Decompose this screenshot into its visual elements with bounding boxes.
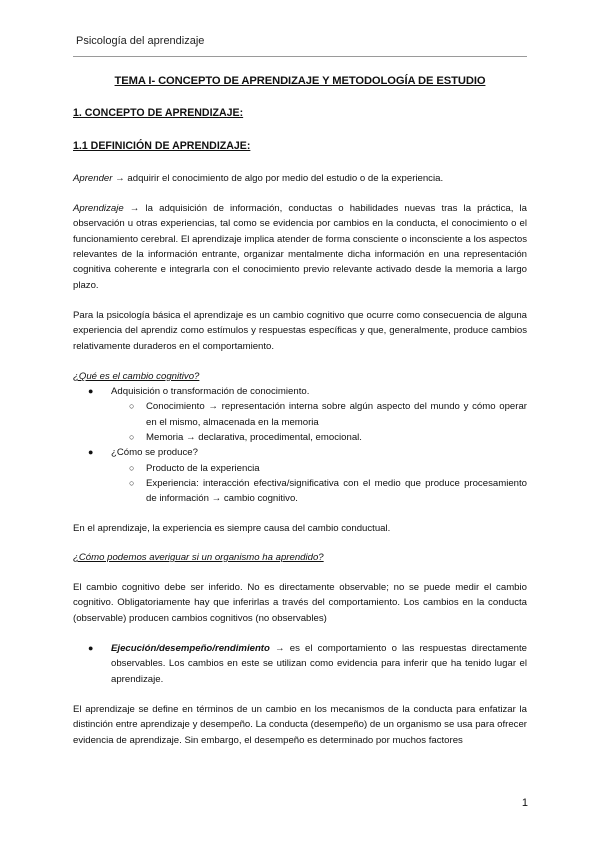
paragraph-aprendizaje [73,201,527,293]
paragraph-experiencia-causa: En el aprendizaje, la experiencia es siempre causa del cambio conductual. [73,522,391,534]
paragraph-psicologia-basica: Para la psicología básica el aprendizaje es un cambio cognitivo que ocurre como consecuencia de alguna experiencia del aprendiz como estímulos y respuestas específicas y que, generalmente, produce cambios relativamente duraderos en el comportamiento. [73,309,527,352]
list-subitem [73,430,527,445]
list-subitem [73,399,527,430]
text-aprender: → adquirir el conocimiento de algo por medio del estudio o de la experiencia. [112,172,444,184]
bullet-icon: ● [88,447,94,458]
circle-bullet-icon: ○ [129,432,135,443]
list-cambio-cognitivo [73,384,527,506]
page-header: Psicología del aprendizaje [76,35,205,47]
question-text-2: ¿Cómo podemos averiguar si un organismo ha aprendido? [73,551,324,563]
question-text-1: ¿Qué es el cambio cognitivo? [73,370,200,382]
term-ejecucion: Ejecución/desempeño/rendimiento [111,643,270,655]
term-aprender: Aprender [73,172,113,184]
paragraph-aprender [73,171,527,186]
list-subitem [73,461,527,476]
list-subitem-text: Experiencia: interacción efectiva/significativa con el medio que produce procesamiento de información → cambio cognitivo. [146,477,527,505]
list-subitem-text: Producto de la experiencia [146,462,260,474]
list-subitem-text: Memoria → declarativa, procedimental, emocional. [146,432,362,444]
list-subitem-text: Conocimiento → representación interna sobre algún aspecto del mundo y cómo operar en el mismo, almacenada en la memoria [146,401,527,428]
text-aprendizaje: → la adquisición de información, conductas o habilidades nuevas tras la práctica, la observación u otras experiencias, tal como se evidencia por cambios en la conducta, el conocimiento o el funcionamiento cerebral. El aprendizaje implica atender de forma consciente o inconsciente a los aspectos relevantes de la información entrante, organizar mentalmente dicha información en una representación cognitiva coherente e integrarla con el conocimiento previo relevante activado desde la memoria a largo plazo. [73,203,527,291]
document-title: TEMA I- CONCEPTO DE APRENDIZAJE Y METODOLOGÍA DE ESTUDIO [114,75,486,87]
circle-bullet-icon: ○ [129,462,135,473]
list-item [73,384,527,399]
section-heading-1: 1. CONCEPTO DE APRENDIZAJE: [73,107,244,120]
bullet-icon: ● [88,386,94,397]
list-subitem [73,476,527,507]
text-ejecucion: → es el comportamiento o las respuestas directamente observables. Los cambios en este se utilizan como evidencia para inferir que ha tenido lugar el aprendizaje. [111,643,527,685]
list-item-text: Adquisición o transformación de conocimiento. [111,386,310,398]
bullet-icon: ● [88,643,94,654]
paragraph-final: El aprendizaje se define en términos de un cambio en los mecanismos de la conducta para enfatizar la distinción entre aprendizaje y desempeño. La conducta (desempeño) de un organismo se usa para ofrecer evidencia de aprendizaje. Sin embargo, el desempeño es determinado por muchos factores [73,703,527,746]
question-averiguar [73,550,527,565]
page-content [73,66,527,748]
page-number: 1 [521,797,528,809]
list-ejecucion [73,641,527,687]
circle-bullet-icon: ○ [129,401,135,412]
question-cambio-cognitivo [73,369,527,384]
list-item [73,641,527,687]
section-heading-1-1: 1.1 DEFINICIÓN DE APRENDIZAJE: [73,139,251,152]
circle-bullet-icon: ○ [129,477,135,488]
term-aprendizaje: Aprendizaje [73,203,124,215]
header-divider [73,56,527,57]
paragraph-cambio-inferido: El cambio cognitivo debe ser inferido. No es directamente observable; no se puede medir el cambio cognitivo. Obligatoriamente hay que inferirlas a través del comportamiento. Los cambios en la conducta (observable) producen cambios cognitivos (no observables) [73,582,527,624]
list-item [73,445,527,460]
list-item-text [111,641,527,687]
list-item-text: ¿Cómo se produce? [111,447,198,459]
